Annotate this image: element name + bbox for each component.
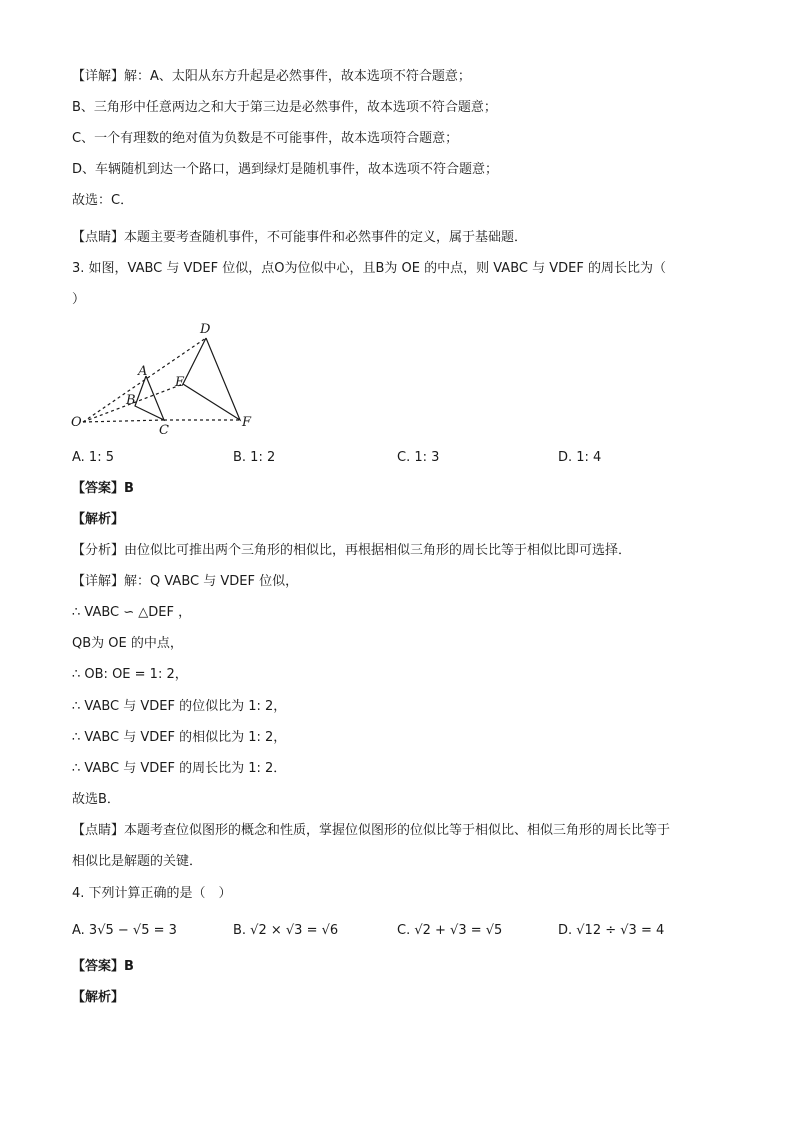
label-d: D — [200, 322, 211, 337]
solution-line-5: ∴ VABC 与 VDEF 的位似比为 1: 2， — [72, 699, 287, 714]
dashed-line-oc — [83, 420, 164, 422]
label-a: A — [138, 364, 148, 379]
answer-label-q4: 【答案】B — [72, 959, 134, 974]
q4-option-d: D. √12 ÷ √3 = 4 — [558, 923, 665, 938]
analysis-paragraph: 【分析】由位似比可推出两个三角形的相似比，再根据相似三角形的周长比等于相似比即可选择． — [72, 543, 632, 558]
label-e: E — [175, 375, 185, 390]
triangle-def — [183, 338, 240, 420]
solution-detail-line-d: D、车辆随机到达一个路口，遇到绿灯是随机事件，故本选项不符合题意； — [72, 162, 499, 177]
comment-paragraph: 【点睛】本题主要考查随机事件，不可能事件和必然事件的定义，属于基础题． — [72, 230, 528, 245]
q4-option-a: A. 3√5 − √5 = 3 — [72, 923, 177, 938]
q3-option-a: A. 1: 5 — [72, 450, 114, 465]
analysis-heading-q4: 【解析】 — [72, 990, 125, 1005]
solution-line-1: 【详解】解：Q VABC 与 VDEF 位似， — [72, 574, 299, 589]
solution-line-3: QB为 OE 的中点， — [72, 636, 183, 651]
solution-detail-line-c: C、一个有理数的绝对值为负数是不可能事件，故本选项符合题意； — [72, 131, 459, 146]
question-3-stem-end: ） — [72, 292, 86, 307]
q4-option-b: B. √2 × √3 = √6 — [233, 923, 339, 938]
solution-detail-line-b: B、三角形中任意两边之和大于第三边是必然事件，故本选项不符合题意； — [72, 100, 497, 115]
answer-label-q3: 【答案】B — [72, 481, 134, 496]
label-c: C — [159, 423, 169, 438]
triangle-abc — [135, 376, 164, 420]
comment-line-2: 相似比是解题的关键． — [72, 854, 203, 869]
q3-option-d: D. 1: 4 — [558, 450, 602, 465]
question-3-stem: 3. 如图，VABC 与 VDEF 位似，点O为位似中心，且B为 OE 的中点，则 VABC 与 VDEF 的周长比为（ — [72, 261, 666, 276]
label-b: B — [126, 393, 136, 408]
label-f: F — [242, 415, 252, 430]
q3-option-c: C. 1: 3 — [397, 450, 440, 465]
solution-line-4: ∴ OB: OE = 1: 2， — [72, 667, 188, 682]
label-o: O — [71, 415, 82, 430]
q3-option-b: B. 1: 2 — [233, 450, 276, 465]
solution-detail-line-a: 【详解】解：A、太阳从东方升起是必然事件，故本选项不符合题意； — [72, 69, 471, 84]
solution-line-8: 故选B． — [72, 792, 120, 807]
q4-option-c: C. √2 + √3 = √5 — [397, 923, 503, 938]
question-4-stem: 4. 下列计算正确的是（ ） — [72, 886, 232, 901]
solution-line-6: ∴ VABC 与 VDEF 的相似比为 1: 2， — [72, 730, 287, 745]
solution-line-7: ∴ VABC 与 VDEF 的周长比为 1: 2． — [72, 761, 287, 776]
similar-triangles-figure — [68, 318, 268, 440]
comment-line-1: 【点睛】本题考查位似图形的概念和性质，掌握位似图形的位似比等于相似比、相似三角形的周长比等于 — [72, 823, 671, 838]
analysis-heading-q3: 【解析】 — [72, 512, 125, 527]
solution-line-2: ∴ VABC ∽ △DEF ， — [72, 605, 192, 620]
choice-statement: 故选：C． — [72, 193, 134, 208]
